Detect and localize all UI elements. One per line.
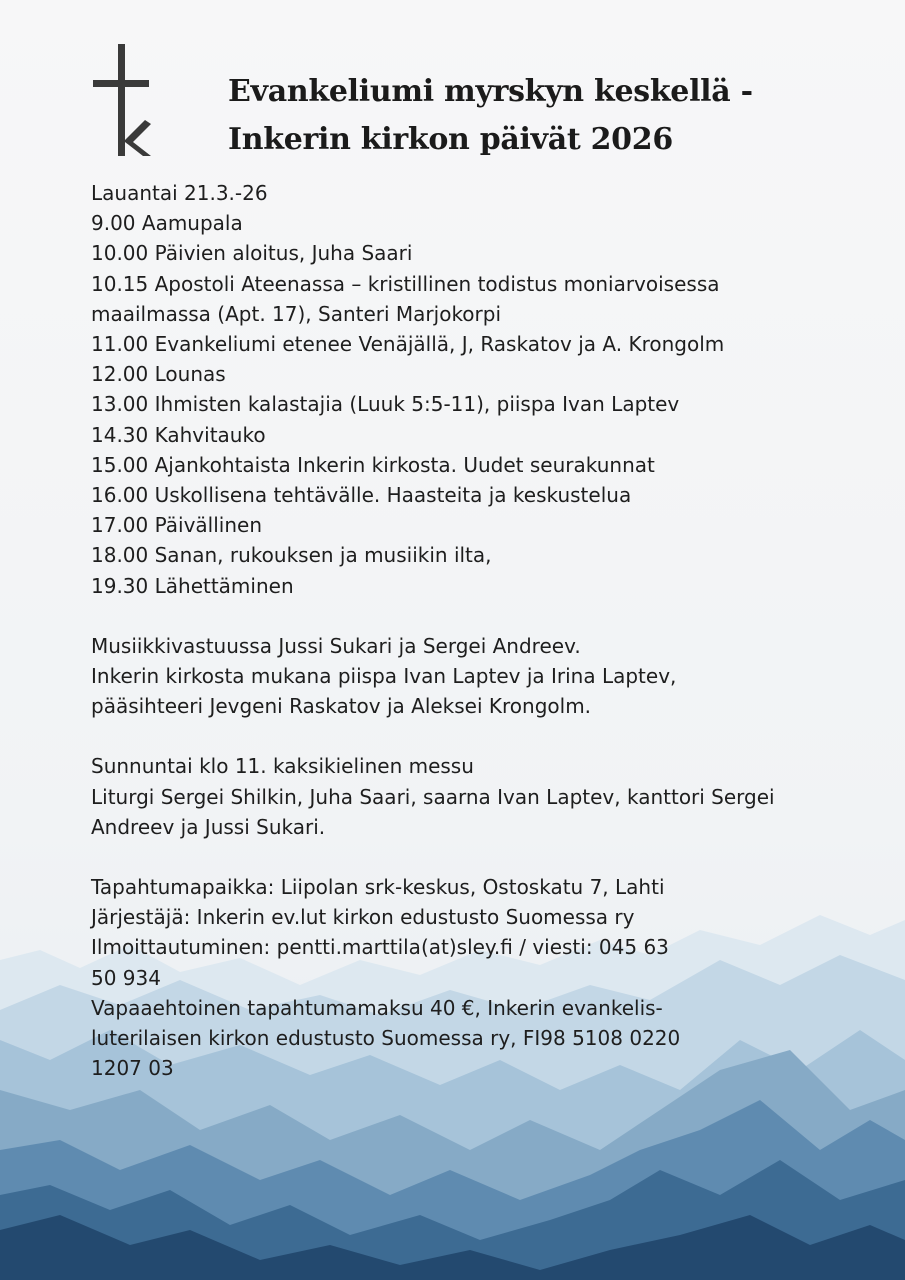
schedule-item: 10.15 Apostoli Ateenassa – kristillinen todistus moniarvoisessa [91, 271, 720, 296]
info-line: luterilaisen kirkon edustusto Suomessa ry, FI98 5108 0220 [91, 1026, 681, 1051]
sunday-section [91, 751, 821, 842]
schedule-item: maailmassa (Apt. 17), Santeri Marjokorpi [91, 301, 502, 326]
sunday-line: Liturgi Sergei Shilkin, Juha Saari, saarna Ivan Laptev, kanttori Sergei [91, 784, 775, 809]
cross-k-logo-icon [93, 44, 151, 156]
info-line: Vapaaehtoinen tapahtumamaksu 40 €, Inkerin evankelis- [91, 995, 663, 1020]
title-line: Inkerin kirkon päivät 2026 [228, 122, 673, 157]
participants-line: Musiikkivastuussa Jussi Sukari ja Sergei Andreev. [91, 633, 581, 658]
participants-line: Inkerin kirkosta mukana piispa Ivan Laptev ja Irina Laptev, [91, 664, 677, 689]
schedule-item: 11.00 Evankeliumi etenee Venäjällä, J, Raskatov ja A. Krongolm [91, 332, 725, 357]
info-line: Järjestäjä: Inkerin ev.lut kirkon edustusto Suomessa ry [91, 905, 635, 930]
page-title [228, 68, 753, 164]
participants-section [91, 631, 821, 722]
schedule-item: 10.00 Päivien aloitus, Juha Saari [91, 241, 413, 266]
schedule-item: 9.00 Aamupala [91, 211, 243, 236]
info-line: Ilmoittautuminen: pentti.marttila(at)sley.fi / viesti: 045 63 [91, 935, 669, 960]
program-content [91, 178, 821, 1083]
schedule-day: Lauantai 21.3.-26 [91, 181, 268, 205]
sunday-line: Sunnuntai klo 11. kaksikielinen messu [91, 754, 474, 779]
schedule-section [91, 178, 821, 601]
title-line: Evankeliumi myrskyn keskellä - [228, 74, 753, 109]
schedule-item: 16.00 Uskollisena tehtävälle. Haasteita ja keskustelua [91, 483, 632, 508]
schedule-item: 17.00 Päivällinen [91, 513, 263, 538]
info-line: 1207 03 [91, 1056, 174, 1081]
schedule-item: 12.00 Lounas [91, 362, 226, 387]
info-line: Tapahtumapaikka: Liipolan srk-keskus, Ostoskatu 7, Lahti [91, 875, 665, 900]
info-section [91, 872, 821, 1083]
schedule-item: 13.00 Ihmisten kalastajia (Luuk 5:5-11), piispa Ivan Laptev [91, 392, 680, 417]
participants-line: pääsihteeri Jevgeni Raskatov ja Aleksei Krongolm. [91, 694, 592, 719]
sunday-line: Andreev ja Jussi Sukari. [91, 814, 326, 839]
schedule-item: 14.30 Kahvitauko [91, 422, 266, 447]
schedule-item: 15.00 Ajankohtaista Inkerin kirkosta. Uudet seurakunnat [91, 452, 655, 477]
schedule-item: 19.30 Lähettäminen [91, 573, 294, 598]
schedule-item: 18.00 Sanan, rukouksen ja musiikin ilta, [91, 543, 492, 568]
info-line: 50 934 [91, 965, 161, 990]
